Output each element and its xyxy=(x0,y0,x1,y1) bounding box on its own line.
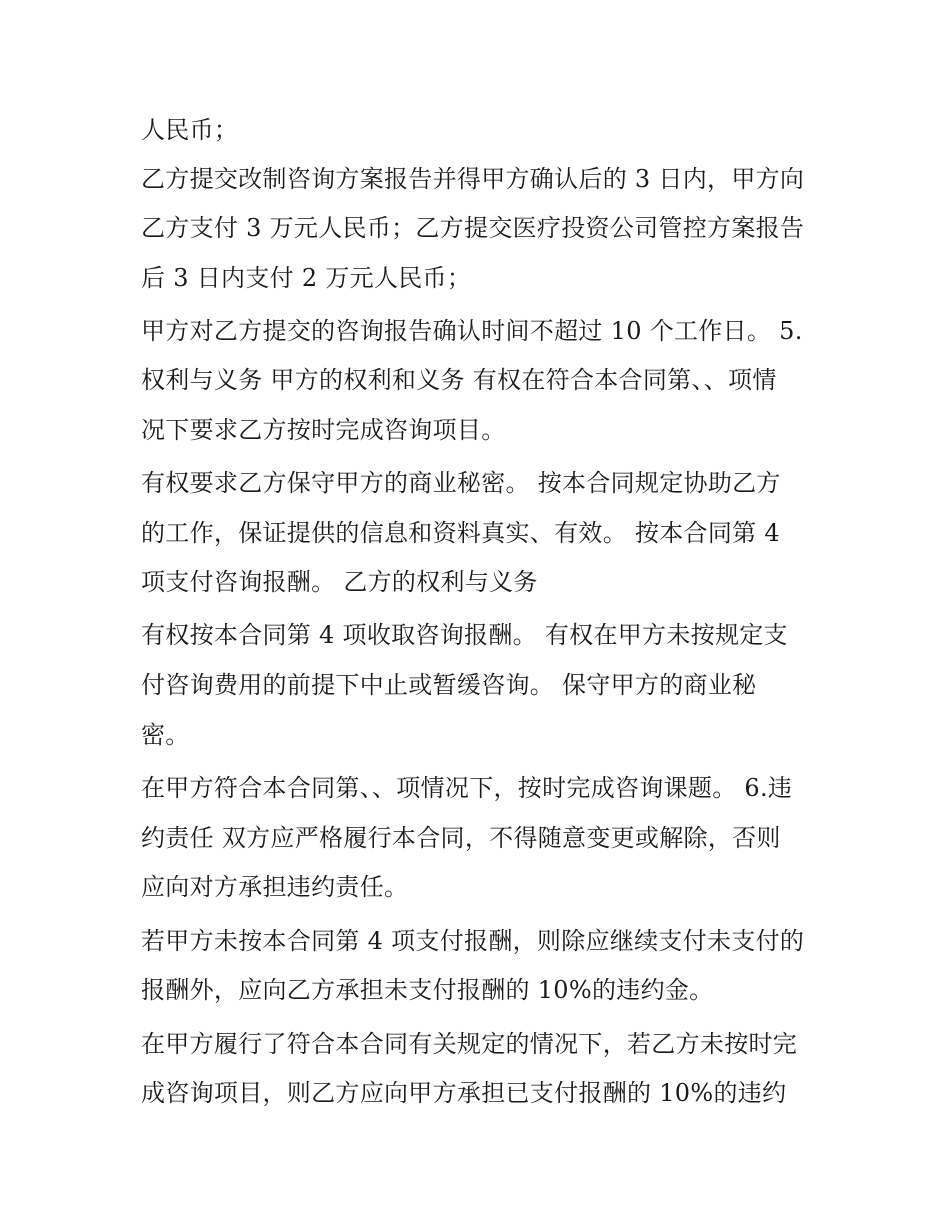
text-line: 报酬外，应向乙方承担未支付报酬的 10%的违约金。 xyxy=(141,976,714,1004)
text-line: 成咨询项目，则乙方应向甲方承担已支付报酬的 10%的违约 xyxy=(141,1079,787,1107)
text-line: 在甲方符合本合同第、、项情况下，按时完成咨询课题。 6.违 xyxy=(141,774,793,802)
text-line: 乙方提交改制咨询方案报告并得甲方确认后的 3 日内，甲方向 xyxy=(141,165,805,193)
text-line: 有权要求乙方保守甲方的商业秘密。 按本合同规定协助乙方 xyxy=(141,469,781,497)
text-line: 甲方对乙方提交的咨询报告确认时间不超过 10 个工作日。 5. xyxy=(141,317,803,345)
text-line: 应向对方承担违约责任。 xyxy=(141,873,409,901)
text-line: 乙方支付 3 万元人民币；乙方提交医疗投资公司管控方案报告 xyxy=(141,214,805,242)
text-line: 密。 xyxy=(141,721,190,749)
text-line: 人民币； xyxy=(141,116,239,144)
text-line: 的工作，保证提供的信息和资料真实、有效。 按本合同第 4 xyxy=(141,519,780,547)
text-line: 约责任 双方应严格履行本合同，不得随意变更或解除，否则 xyxy=(141,824,781,852)
text-line: 有权按本合同第 4 项收取咨询报酬。 有权在甲方未按规定支 xyxy=(141,621,788,649)
text-line: 在甲方履行了符合本合同有关规定的情况下，若乙方未按时完 xyxy=(141,1030,798,1058)
text-line: 若甲方未按本合同第 4 项支付报酬，则除应继续支付未支付的 xyxy=(141,927,805,955)
text-line: 付咨询费用的前提下中止或暂缓咨询。 保守甲方的商业秘 xyxy=(141,671,757,699)
text-line: 后 3 日内支付 2 万元人民币； xyxy=(141,264,472,292)
text-line: 权利与义务 甲方的权利和义务 有权在符合本合同第、、项情 xyxy=(141,366,777,394)
text-line: 况下要求乙方按时完成咨询项目。 xyxy=(141,416,506,444)
text-line: 项支付咨询报酬。 乙方的权利与义务 xyxy=(141,568,538,596)
